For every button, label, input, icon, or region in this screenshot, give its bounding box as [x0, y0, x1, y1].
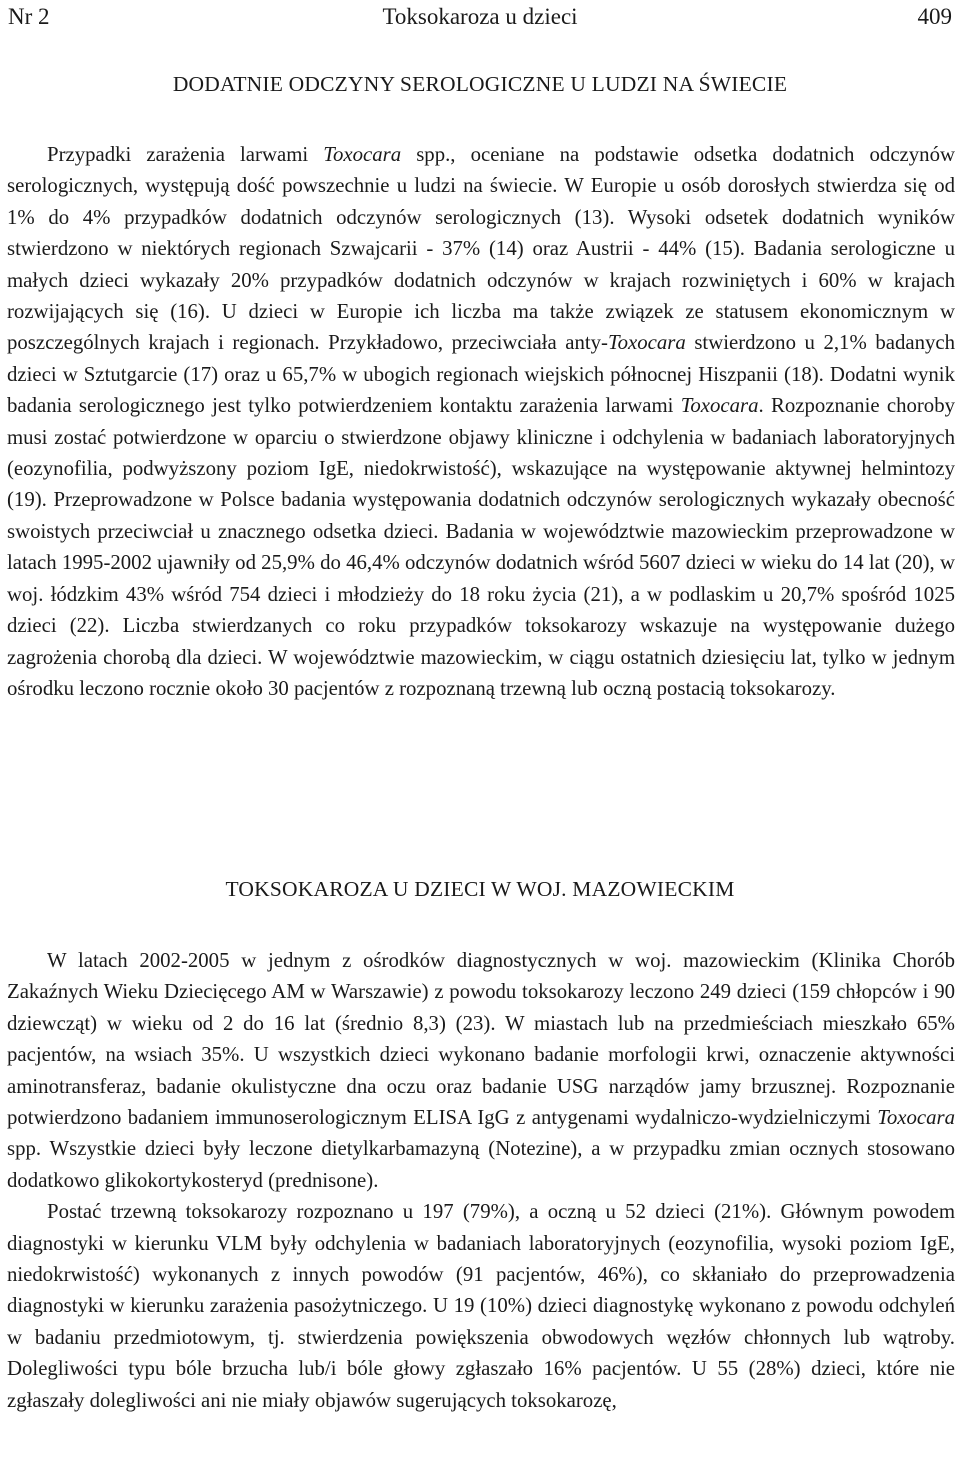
section-toxocarosis-mazovia	[7, 945, 955, 1416]
text-run: . Rozpoznanie choroby musi zostać potwierdzone w oparciu o stwierdzone objawy kliniczne i odchylenia w badaniach laboratoryjnych (eozynofilia, podwyższony poziom IgE, niedokrwistość), wskazujące na występowanie aktywnej helmintozy (19). Przeprowadzone w Polsce badania występowania dodatnich odczynów serologicznych wykazały obecność swoistych przeciwciał u znacznego odsetka dzieci. Badania w województwie mazowieckim przeprowadzone w latach 1995-2002 ujawniły od 25,9% do 46,4% odczynów dodatnich wśród 5607 dzieci w wieku do 14 lat (20), w woj. łódzkim 43% wśród 754 dzieci i młodzieży do 18 roku życia (21), a w podlaskim u 20,7% spośród 1025 dzieci (22). Liczba stwierdzanych co roku przypadków toksokarozy wskazuje na występowanie dużego zagrożenia chorobą dla dzieci. W województwie mazowieckim, w ciągu ostatnich dziesięciu lat, tylko w jednym ośrodku leczono rocznie około 30 pacjentów z rozpoznaną trzewną lub oczną postacią toksokarozy.	[7, 394, 956, 700]
text-run: stwierdzono u 2,1% badanych dzieci w Sztutgarcie (17) oraz u 65,7% w ubogich regionach wiejskich północnej Hiszpanii (18). Dodatni wynik badania serologicznego jest tylko potwierdzeniem kontaktu zarażenia larwami	[7, 331, 955, 418]
text-run-italic: Toxocara	[877, 1106, 955, 1130]
text-run: spp. Wszystkie dzieci były leczone dietylkarbamazyną (Notezine), a w przypadku zmian ocznych stosowano dodatkowo glikokortykosteryd (prednisone).	[7, 1137, 955, 1192]
section-title-serology-worldwide: DODATNIE ODCZYNY SEROLOGICZNE U LUDZI NA ŚWIECIE	[172, 72, 788, 96]
text-run: Przypadki zarażenia larwami	[47, 143, 324, 166]
issue-number: Nr 2	[8, 4, 50, 29]
text-run: W latach 2002-2005 w jednym z ośrodków diagnostycznych w woj. mazowieckim (Klinika Chorób Zakaźnych Wieku Dziecięcego AM w Warszawie) z powodu toksokarozy leczono 249 dzieci (159 chłopców i 90 dziewcząt) w wieku od 2 do 16 lat (średnio 8,3) (23). W miastach lub na przedmieściach mieszkało 65% pacjentów, na wsiach 35%. U wszystkich dzieci wykonano badanie morfologii krwi, oznaczenie aktywności aminotransferaz, badanie okulistyczne dna oczu oraz badanie USG narządów jamy brzusznej. Rozpoznanie potwierdzono badaniem immunoserologicznym ELISA IgG z antygenami wydalniczo-wydzielniczymi	[7, 949, 955, 1130]
section-serology-worldwide	[7, 139, 955, 704]
running-title: Toksokaroza u dzieci	[382, 4, 578, 29]
section-title-toxocarosis-mazovia: TOKSOKAROZA U DZIECI W WOJ. MAZOWIECKIM	[225, 877, 735, 901]
text-run-italic: Toxocara	[680, 394, 759, 418]
text-run-italic: Toxocara	[323, 143, 402, 166]
paragraph	[7, 945, 955, 1196]
text-run: spp., oceniane na podstawie odsetka dodatnich odczynów serologicznych, występują dość powszechnie u ludzi na świecie. W Europie u osób dorosłych stwierdza się od 1% do 4% przypadków dodatnich odczynów serologicznych (13). Wysoki odsetek dodatnich wyników stwierdzono w niektórych regionach Szwajcarii - 37% (14) oraz Austrii - 44% (15). Badania serologiczne u małych dzieci wykazały 20% przypadków dodatnich odczynów w krajach rozwiniętych i 60% w krajach rozwijających się (16). U dzieci w Europie ich liczba ma także związek ze statusem ekonomicznym w poszczególnych krajach i regionach. Przykładowo, przeciwciała anty-	[7, 143, 956, 355]
running-head	[8, 4, 952, 34]
paragraph: Postać trzewną toksokarozy rozpoznano u 197 (79%), a oczną u 52 dzieci (21%). Głównym powodem diagnostyki w kierunku VLM były odchylenia w badaniach laboratoryjnych (eozynofilia, wysoki poziom IgE, niedokrwistość) wykonanych z innych powodów (91 pacjentów, 46%), co skłaniało do przeprowadzenia diagnostyki w kierunku zarażenia pasożytniczego. U 19 (10%) dzieci diagnostykę wykonano z powodu odchyleń w badaniu przedmiotowym, tj. stwierdzenia powiększenia obwodowych węzłów chłonnych lub wątroby. Dolegliwości typu bóle brzucha lub/i bóle głowy zgłaszało 16% pacjentów. U 55 (28%) dzieci, które nie zgłaszały dolegliwości ani nie miały objawów sugerujących toksokarozę,	[7, 1200, 955, 1412]
text-run-italic: Toxocara	[607, 331, 686, 355]
paragraph	[7, 139, 955, 704]
page-number: 409	[917, 4, 952, 29]
